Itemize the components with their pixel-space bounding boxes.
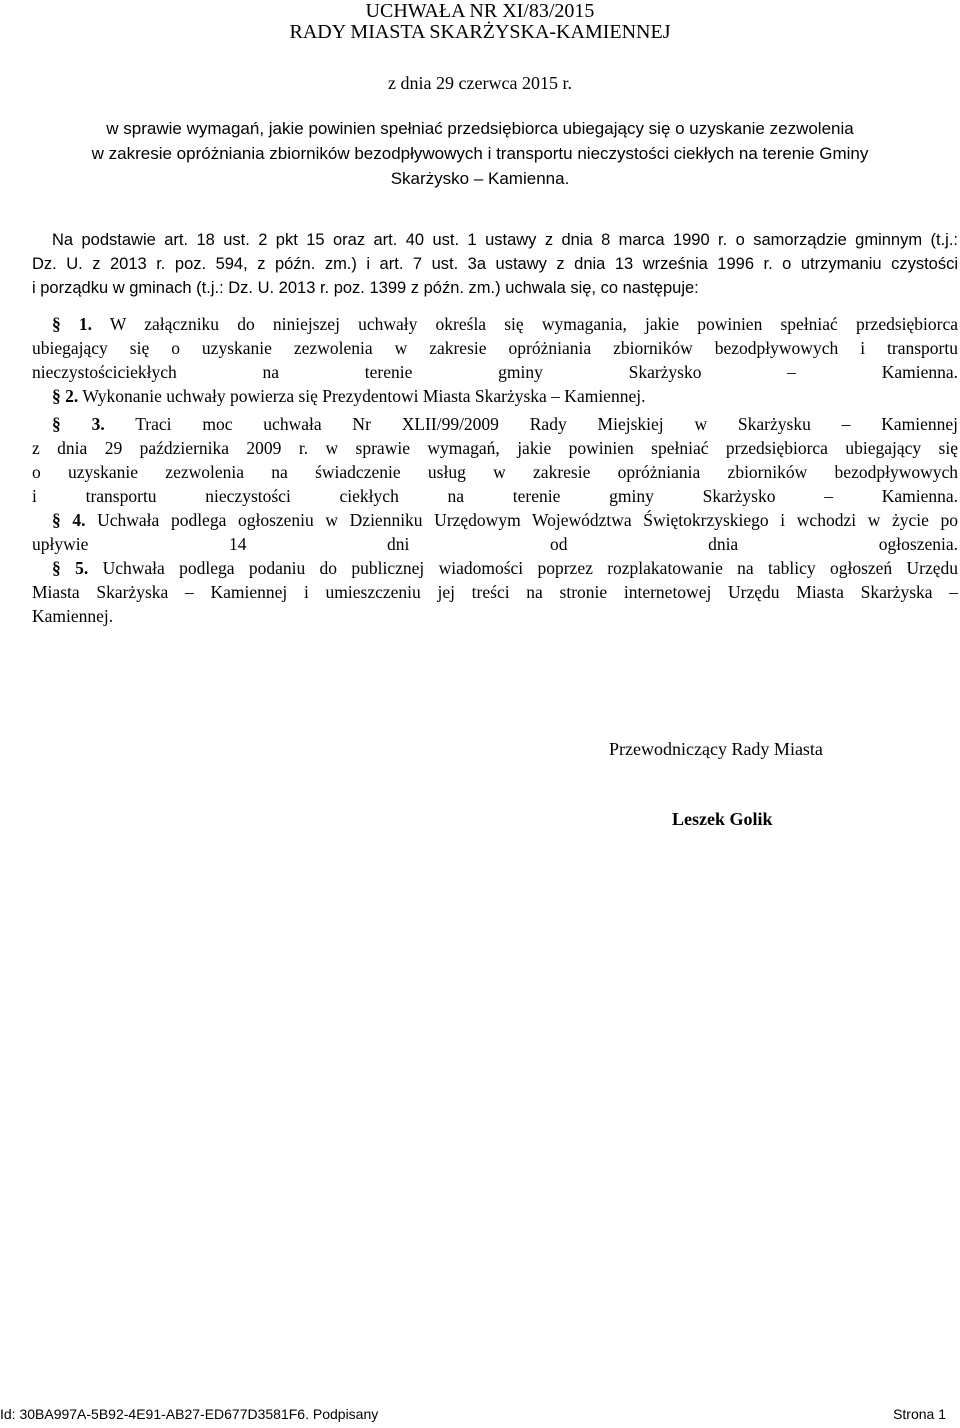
section-text: ubiegający się o uzyskanie zezwolenia w zakresie opróżniania zbiorników bezodpływowych i transportu xyxy=(32,338,958,358)
section-text: Wykonanie uchwały powierza się Prezydentowi Miasta Skarżyska – Kamiennej. xyxy=(82,386,646,406)
signatory-name: Leszek Golik xyxy=(672,809,773,829)
page-number: Strona 1 xyxy=(893,1406,946,1422)
section-number: § 4. xyxy=(52,510,86,530)
section-text: nieczystościciekłych na terenie gminy Skarżysko – Kamienna. xyxy=(32,362,958,382)
subject-line: Skarżysko – Kamienna. xyxy=(390,169,570,188)
section-text: Traci moc uchwała Nr XLII/99/2009 Rady Miejskiej w Skarżysku – Kamiennej xyxy=(135,414,959,434)
subject-line: w zakresie opróżniania zbiorników bezodpływowych i transportu nieczystości ciekłych na terenie Gminy xyxy=(91,144,869,163)
section-number: § 5. xyxy=(52,558,89,578)
signatory-role: Przewodniczący Rady Miasta xyxy=(609,739,823,759)
section-text: Uchwała podlega ogłoszeniu w Dzienniku Urzędowym Województwa Świętokrzyskiego i wchodzi w życie po xyxy=(97,510,958,530)
section-number: § 1. xyxy=(52,314,93,334)
section-number: § 2. xyxy=(52,386,79,406)
section-text: W załączniku do niniejszej uchwały określa się wymagania, jakie powinien spełniać przedsiębiorca xyxy=(109,314,959,334)
section-text: z dnia 29 października 2009 r. w sprawie wymagań, jakie powinien spełniać przedsiębiorca ubiegający się xyxy=(32,438,958,458)
section-text: o uzyskanie zezwolenia na świadczenie usług w zakresie opróżniania zbiorników bezodpływowych xyxy=(32,462,958,482)
section-1 xyxy=(32,312,958,384)
section-text: i transportu nieczystości ciekłych na terenie gminy Skarżysko – Kamienna. xyxy=(32,486,958,506)
preamble-line: i porządku w gminach (t.j.: Dz. U. 2013 r. poz. 1399 z późn. zm.) uchwala się, co następuje: xyxy=(32,279,699,297)
section-5 xyxy=(32,556,958,628)
council-name: RADY MIASTA SKARŻYSKA-KAMIENNEJ xyxy=(289,21,671,43)
section-3 xyxy=(32,412,958,508)
section-text: Kamiennej. xyxy=(32,606,114,626)
section-text: Uchwała podlega podaniu do publicznej wiadomości poprzez rozplakatowanie na tablicy ogłoszeń Urzędu xyxy=(102,558,959,578)
section-text: upływie 14 dni od dnia ogłoszenia. xyxy=(32,534,958,554)
preamble-line: Na podstawie art. 18 ust. 2 pkt 15 oraz art. 40 ust. 1 ustawy z dnia 8 marca 1990 r. o samorządzie gminnym (t.j.: xyxy=(52,231,958,249)
preamble-line: Dz. U. z 2013 r. poz. 594, z późn. zm.) i art. 7 ust. 3a ustawy z dnia 13 września 1996 r. o utrzymaniu czystości xyxy=(32,255,958,273)
subject-line: w sprawie wymagań, jakie powinien spełniać przedsiębiorca ubiegający się o uzyskanie zezwolenia xyxy=(106,119,854,138)
document-id: Id: 30BA997A-5B92-4E91-AB27-ED677D3581F6. Podpisany xyxy=(0,1406,379,1422)
resolution-date: z dnia 29 czerwca 2015 r. xyxy=(388,73,572,93)
section-number: § 3. xyxy=(52,414,105,434)
section-4 xyxy=(32,508,958,556)
preamble xyxy=(32,228,958,300)
resolution-title: UCHWAŁA NR XI/83/2015 xyxy=(365,0,595,22)
section-2 xyxy=(32,384,958,408)
section-text: Miasta Skarżyska – Kamiennej i umieszczeniu jej treści na stronie internetowej Urzędu Miasta Skarżyska – xyxy=(32,582,958,602)
